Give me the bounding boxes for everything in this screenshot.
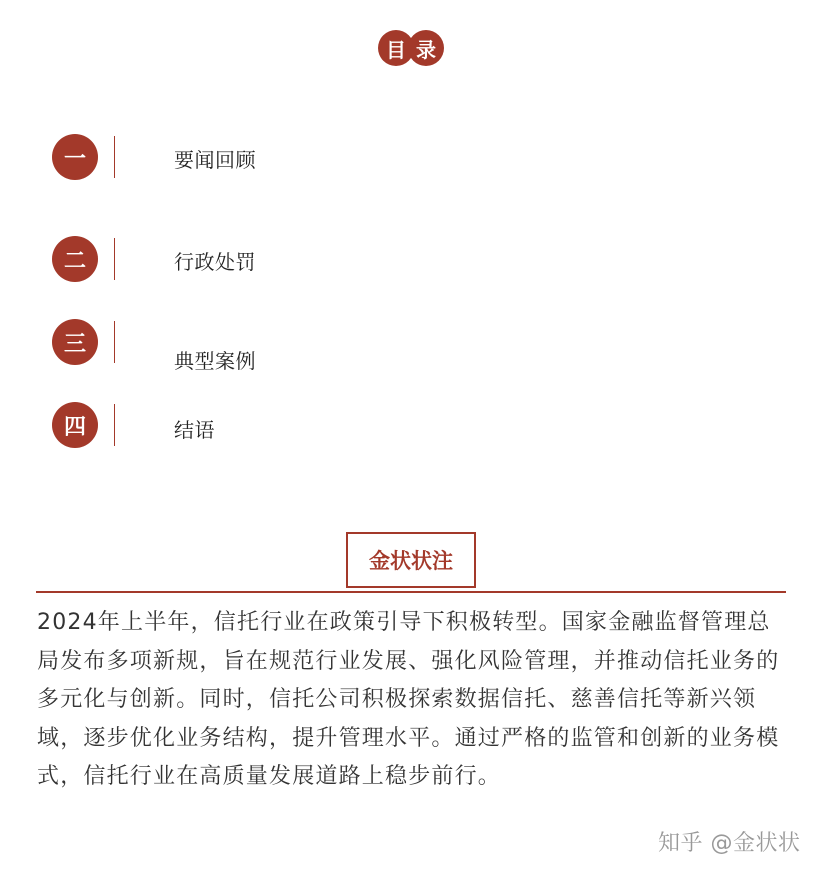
toc-item-label: 结语 bbox=[174, 418, 215, 442]
toc-item-2[interactable] bbox=[0, 236, 834, 286]
toc-divider bbox=[114, 238, 115, 280]
toc-item-4[interactable] bbox=[0, 402, 834, 452]
section-body-text: 2024年上半年，信托行业在政策引导下积极转型。国家金融监督管理总局发布多项新规，旨在规范行业发展、强化风险管理，并推动信托业务的多元化与创新。同时，信托公司积极探索数据信托、慈善信托等新兴领域，逐步优化业务结构，提升管理水平。通过严格的监管和创新的业务模式，信托行业在高质量发展道路上稳步前行。 bbox=[37, 610, 780, 789]
toc-item-number: 三 bbox=[52, 319, 98, 365]
toc-item-number: 二 bbox=[52, 236, 98, 282]
watermark-text: 知乎 @金状状 bbox=[658, 831, 801, 856]
toc-divider bbox=[114, 136, 115, 178]
toc-item-number: 一 bbox=[52, 134, 98, 180]
toc-item-label: 典型案例 bbox=[174, 349, 256, 373]
toc-item-number: 四 bbox=[52, 402, 98, 448]
toc-item-label: 行政处罚 bbox=[174, 250, 256, 274]
toc-item-1[interactable] bbox=[0, 134, 834, 184]
toc-divider bbox=[114, 404, 115, 446]
toc-title bbox=[378, 30, 444, 66]
section-divider bbox=[36, 591, 786, 593]
toc-title-char-2: 录 bbox=[408, 30, 444, 66]
toc-item-label: 要闻回顾 bbox=[174, 148, 256, 172]
section-title: 金状状注 bbox=[346, 532, 476, 588]
toc-divider bbox=[114, 321, 115, 363]
toc-item-3[interactable] bbox=[0, 319, 834, 373]
toc-title-char-1: 目 bbox=[378, 30, 414, 66]
